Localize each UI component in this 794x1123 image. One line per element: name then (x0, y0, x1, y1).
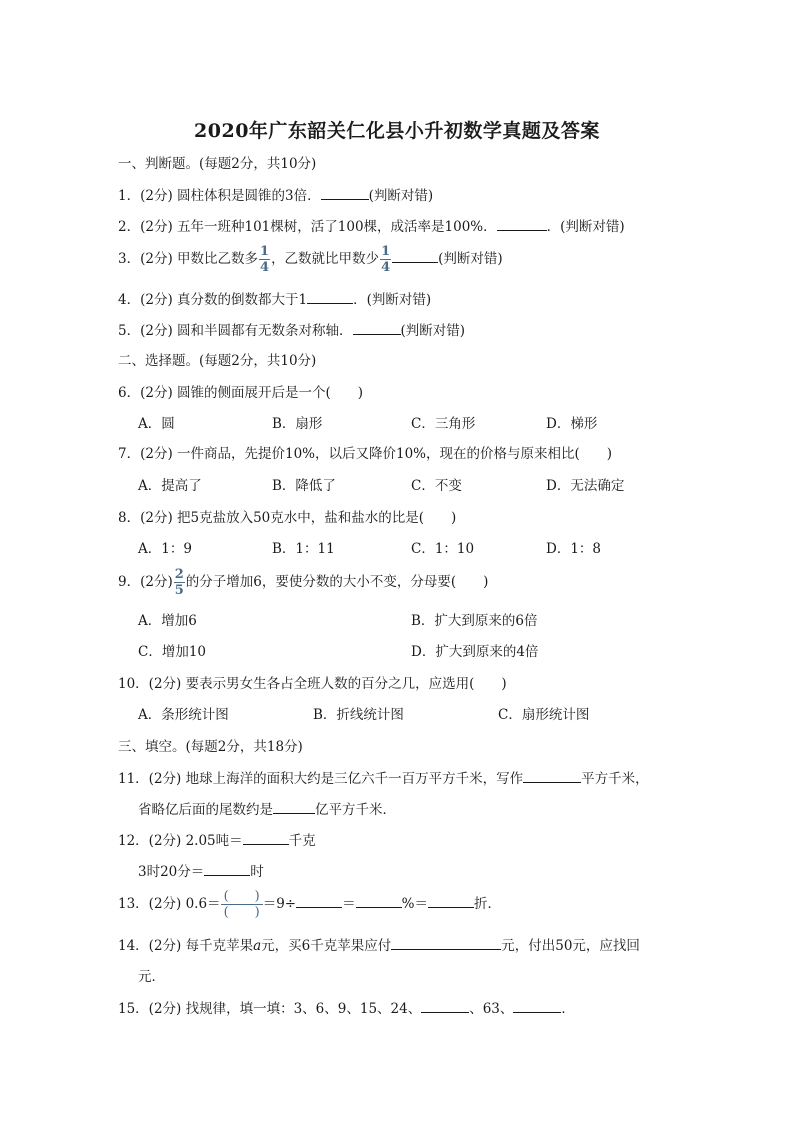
option-c[interactable]: C．扇形统计图 (498, 707, 590, 723)
answer-blank[interactable] (296, 893, 342, 908)
answer-blank[interactable] (497, 216, 547, 231)
option-c[interactable]: C．不变 (411, 478, 462, 494)
page-title: 2020年广东韶关仁化县小升初数学真题及答案 (194, 120, 600, 142)
answer-blank[interactable] (391, 935, 501, 950)
question-6: 6．(2分) 圆锥的侧面展开后是一个( ) (118, 385, 364, 401)
option-b[interactable]: B．扩大到原来的6倍 (411, 613, 538, 629)
section-heading-choice: 二、选择题。(每题2分，共10分) (118, 353, 317, 369)
answer-blank[interactable] (243, 830, 289, 845)
option-d[interactable]: D．1：8 (546, 541, 602, 557)
option-c[interactable]: C．三角形 (411, 416, 476, 432)
option-a[interactable]: A．圆 (138, 416, 175, 432)
option-b[interactable]: B．1：11 (272, 541, 335, 557)
question-10: 10．(2分) 要表示男女生各占全班人数的百分之几，应选用( ) (118, 676, 507, 692)
fraction-one-quarter: $\frac{1}{4}$ (260, 244, 270, 275)
answer-blank[interactable] (307, 289, 353, 304)
option-c[interactable]: C．增加10 (138, 644, 207, 660)
section-heading-fill: 三、填空。(每题2分，共18分) (118, 739, 303, 755)
answer-blank[interactable] (353, 320, 401, 335)
question-4: 4．(2分) 真分数的倒数都大于1 ．(判断对错) (118, 289, 431, 310)
question-11-line-1: 11．(2分) 地球上海洋的面积大约是三亿六千一百万平方千米，写作 平方千米， (118, 768, 649, 789)
option-b[interactable]: B．折线统计图 (313, 707, 404, 723)
question-12-line-1: 12．(2分) 2.05吨＝ 千克 (118, 830, 316, 851)
option-a[interactable]: A．提高了 (138, 478, 202, 494)
question-13: 13．(2分) 0.6＝ $\frac{( )}{( )}$ ＝9÷ ＝ %＝ 折． (118, 889, 501, 920)
answer-blank[interactable] (421, 998, 469, 1013)
fraction-one-quarter: $\frac{1}{4}$ (381, 244, 391, 275)
answer-blank[interactable] (204, 861, 250, 876)
question-8: 8．(2分) 把5克盐放入50克水中，盐和盐水的比是( ) (118, 510, 457, 526)
question-7: 7．(2分) 一件商品，先提价10%，以后又降价10%，现在的价格与原来相比( ) (118, 446, 613, 462)
option-d[interactable]: D．无法确定 (546, 478, 625, 494)
question-5: 5．(2分) 圆和半圆都有无数条对称轴． (判断对错) (118, 320, 465, 341)
option-a[interactable]: A．1：9 (138, 541, 192, 557)
option-d[interactable]: D．扩大到原来的4倍 (411, 644, 539, 660)
fraction-two-fifths: $\frac{2}{5}$ (174, 567, 184, 598)
blank-fraction[interactable]: $\frac{( )}{( )}$ (221, 889, 263, 920)
question-1: 1．(2分) 圆柱体积是圆锥的3倍． (判断对错) (118, 185, 433, 206)
option-b[interactable]: B．降低了 (272, 478, 336, 494)
option-a[interactable]: A．条形统计图 (138, 707, 229, 723)
section-heading-judgement: 一、判断题。(每题2分，共10分) (118, 156, 317, 172)
answer-blank[interactable] (356, 893, 402, 908)
option-a[interactable]: A．增加6 (138, 613, 197, 629)
question-14-line-2: 元． (138, 969, 165, 985)
answer-blank[interactable] (513, 998, 561, 1013)
question-12-line-2: 3时20分＝ 时 (138, 861, 264, 882)
answer-blank[interactable] (392, 248, 438, 263)
question-9: 9．(2分) $\frac{2}{5}$ 的分子增加6，要使分数的大小不变，分母要( ) (118, 567, 489, 598)
question-14-line-1: 14．(2分) 每千克苹果a元，买6千克苹果应付 元，付出50元，应找回 (118, 935, 640, 956)
question-11-line-2: 省略亿后面的尾数约是 亿平方千米． (138, 799, 396, 820)
question-2: 2．(2分) 五年一班种101棵树，活了100棵，成活率是100%． ．(判断对错) (118, 216, 625, 237)
answer-blank[interactable] (428, 893, 474, 908)
option-b[interactable]: B．扇形 (272, 416, 323, 432)
question-3: 3．(2分) 甲数比乙数多 $\frac{1}{4}$ ，乙数就比甲数少 $\frac{1}{4}$ (判断对错) (118, 244, 503, 275)
option-c[interactable]: C．1：10 (411, 541, 475, 557)
question-15: 15．(2分) 找规律，填一填：3、6、9、15、24、 、63、 ． (118, 998, 575, 1019)
answer-blank[interactable] (523, 768, 581, 783)
option-d[interactable]: D．梯形 (546, 416, 598, 432)
answer-blank[interactable] (273, 799, 315, 814)
answer-blank[interactable] (321, 185, 369, 200)
